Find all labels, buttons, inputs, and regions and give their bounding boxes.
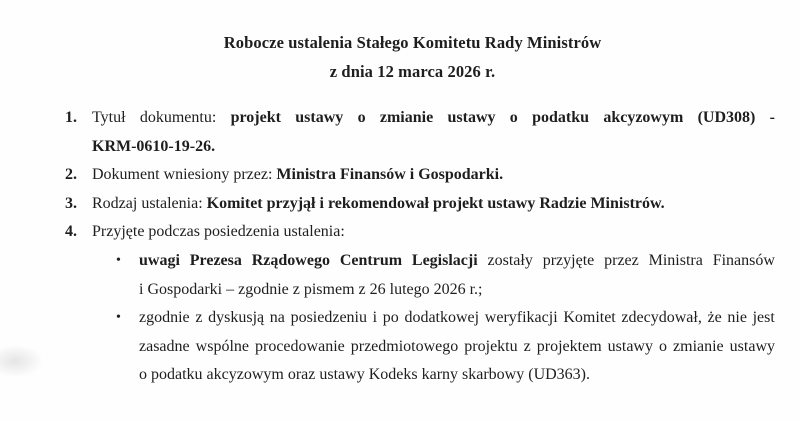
text-segment: Komitet przyjął i rekomendował projekt ustawy Radzie Ministrów. — [206, 194, 665, 212]
list-item — [65, 104, 775, 161]
text-word: Rządowego — [251, 251, 330, 269]
text-word: przedmiotowego — [350, 337, 459, 355]
text-word: Komitet — [563, 309, 616, 327]
text-word: weryfikacji — [484, 309, 558, 327]
text-word: po — [382, 309, 399, 327]
text-segment: i Gospodarki – zgodnie z pismem z 26 lutego 2026 r.; — [139, 280, 483, 298]
list-item — [65, 190, 775, 219]
text-word: i — [372, 309, 378, 327]
text-word: że — [707, 309, 722, 327]
title-line-2: z dnia 12 marca 2026 r. — [329, 61, 496, 81]
text-word: o — [509, 109, 518, 126]
text-word: Finansów — [712, 251, 775, 269]
text-word: projektu — [464, 337, 518, 355]
bullet-icon: • — [116, 310, 121, 326]
text-word: na — [269, 309, 285, 327]
text-line — [139, 361, 775, 390]
text-word: przez — [604, 251, 639, 269]
text-segment: Rodzaj ustalenia: — [92, 194, 207, 212]
text-line — [92, 133, 775, 162]
text-word: zdecydował, — [621, 309, 702, 327]
document-title — [50, 29, 775, 86]
bullet-content — [139, 304, 775, 390]
text-line — [139, 247, 775, 276]
text-line — [92, 104, 775, 133]
text-segment: KRM-0610-19-26. — [92, 137, 216, 155]
text-word: wspólne — [195, 337, 249, 355]
text-word: (UD308) — [697, 109, 756, 126]
title-line-1: Robocze ustalenia Stałego Komitetu Rady Ministrów — [223, 33, 602, 52]
text-word: Centrum — [339, 251, 403, 269]
text-word: z — [195, 309, 203, 327]
text-word: zmianie — [379, 109, 434, 126]
item-content — [92, 104, 775, 161]
text-segment: o podatku akcyzowym oraz ustawy Kodeks karny skarbowy (UD363). — [139, 366, 590, 384]
text-word: akcyzowym — [603, 109, 684, 126]
list-item — [65, 218, 775, 390]
scan-smudge — [0, 344, 44, 378]
text-word: dodatkowej — [404, 309, 480, 327]
text-word: o — [659, 337, 667, 355]
text-word: ustawy — [295, 109, 344, 126]
text-segment: Przyjęte podczas posiedzenia ustalenia: — [92, 223, 345, 241]
text-word: zasadne — [139, 337, 190, 355]
text-line — [139, 333, 775, 362]
text-segment: Dokument wniesiony przez: — [92, 166, 277, 184]
item-content — [92, 161, 775, 190]
item-number: 1. — [65, 109, 77, 126]
text-word: jest — [752, 309, 775, 327]
text-word: zgodnie — [139, 309, 190, 327]
text-word: ustawy — [607, 337, 653, 355]
numbered-list — [65, 104, 775, 390]
text-word: projekt — [230, 109, 281, 126]
list-item — [65, 161, 775, 190]
item-content — [92, 190, 775, 219]
text-word: przyjęte — [542, 251, 595, 269]
text-word: ustawy — [447, 109, 496, 126]
text-word: Legislacji — [411, 251, 478, 269]
item-number: 3. — [65, 194, 77, 212]
text-word: Prezesa — [189, 251, 242, 269]
text-word: Tytuł — [92, 109, 126, 126]
item-number: 2. — [65, 166, 77, 184]
text-word: z — [523, 337, 531, 355]
text-line — [139, 304, 775, 333]
text-word: zostały — [487, 251, 533, 269]
text-word: dyskusją — [208, 309, 265, 327]
text-word: podatku — [532, 109, 590, 126]
text-segment: Ministra Finansów i Gospodarki. — [276, 166, 504, 184]
text-word: o — [357, 109, 366, 126]
bullet-content — [139, 247, 775, 304]
text-word: dokumentu: — [139, 109, 217, 126]
text-word: - — [769, 109, 775, 126]
text-line — [92, 218, 775, 247]
bullet-item — [92, 304, 775, 390]
bullet-icon: • — [116, 252, 121, 268]
text-word: projektem — [536, 337, 602, 355]
text-word: uwagi — [139, 251, 180, 269]
text-word: zmianie — [673, 337, 724, 355]
text-line — [92, 161, 775, 190]
item-number: 4. — [65, 223, 77, 241]
text-line — [92, 190, 775, 219]
text-word: ustawy — [729, 337, 775, 355]
bullet-item — [92, 247, 775, 304]
text-word: procedowanie — [255, 337, 345, 355]
text-word: Ministra — [648, 251, 703, 269]
text-word: posiedzeniu — [290, 309, 367, 327]
text-word: nie — [727, 309, 747, 327]
text-line — [139, 276, 775, 305]
item-content — [92, 218, 775, 390]
